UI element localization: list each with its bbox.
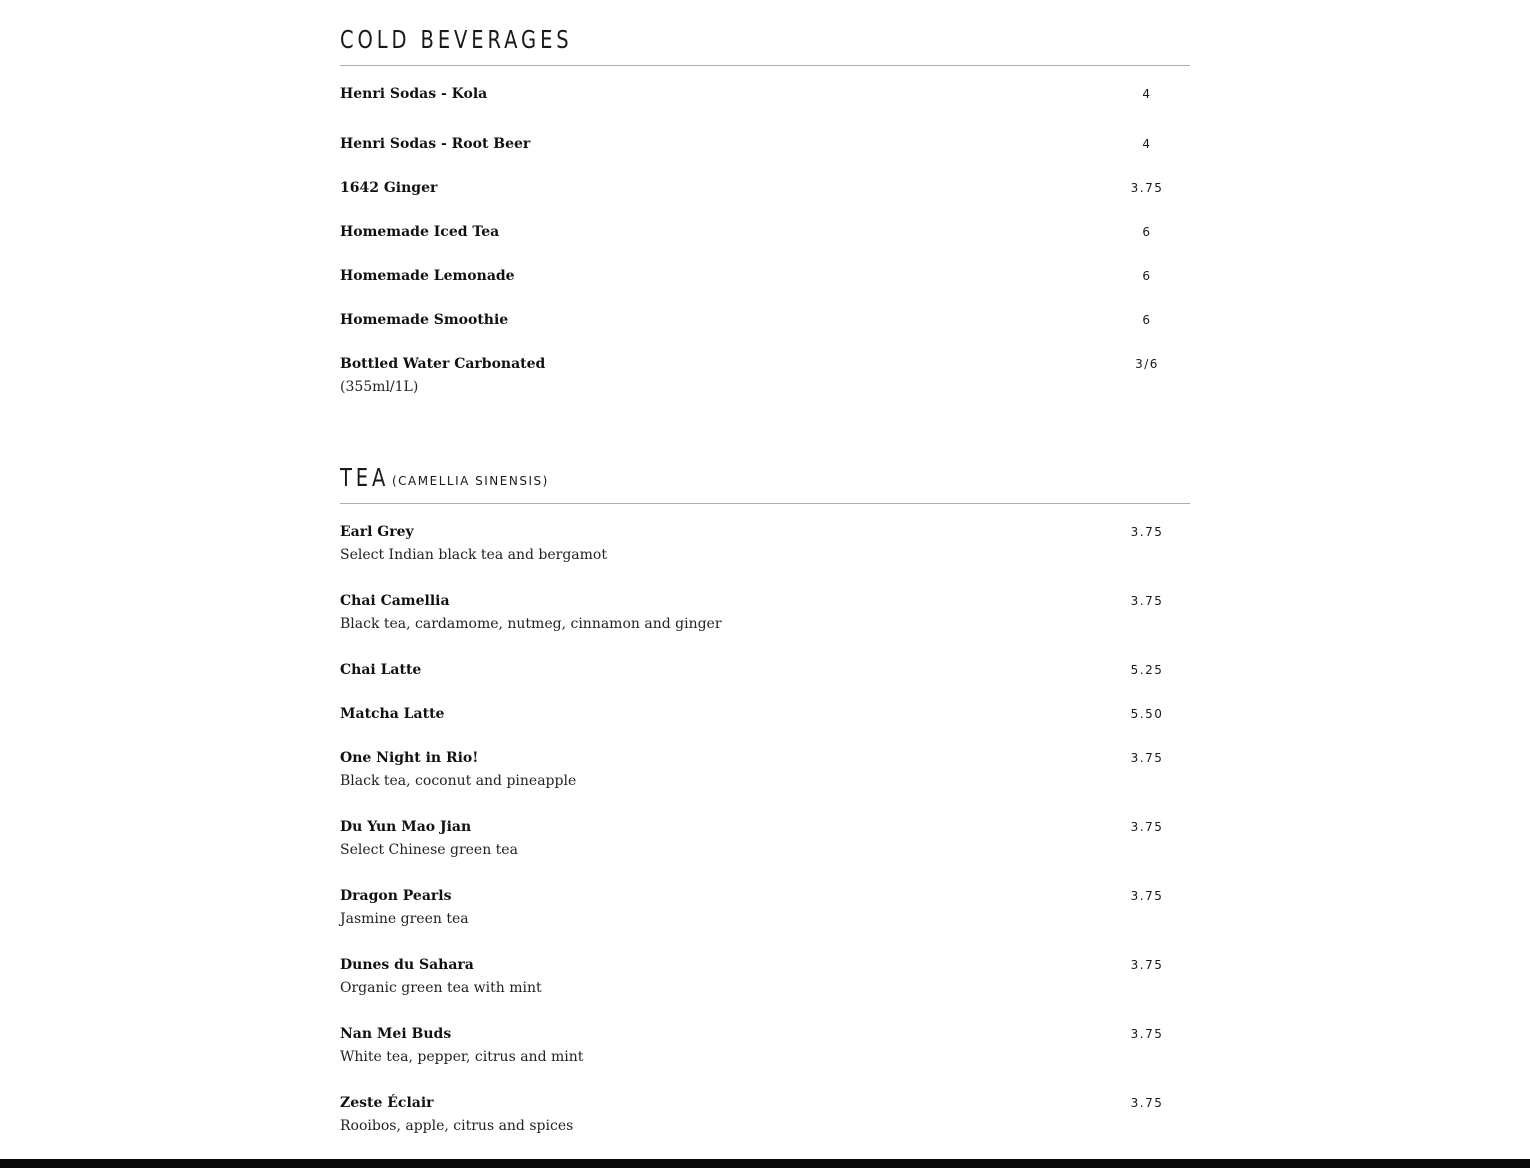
menu-item bbox=[340, 222, 1190, 242]
item-name: Chai Camellia bbox=[340, 593, 450, 609]
item-price: 6 bbox=[1142, 269, 1152, 283]
item-name: Chai Latte bbox=[340, 662, 422, 678]
menu-item bbox=[340, 354, 1190, 397]
item-price: 5.25 bbox=[1130, 663, 1164, 677]
item-price: 4 bbox=[1142, 137, 1152, 151]
item-description: (355ml/1L) bbox=[340, 379, 419, 395]
menu-item bbox=[340, 310, 1190, 330]
item-price: 3/6 bbox=[1135, 357, 1159, 371]
item-name: One Night in Rio! bbox=[340, 750, 479, 766]
tea-heading bbox=[340, 458, 1190, 498]
item-description: Select Indian black tea and bergamot bbox=[340, 547, 607, 563]
item-price: 3.75 bbox=[1130, 594, 1164, 608]
menu-item bbox=[340, 748, 1190, 791]
item-name: 1642 Ginger bbox=[340, 180, 438, 196]
item-description: Rooibos, apple, citrus and spices bbox=[340, 1118, 574, 1134]
tea-divider bbox=[340, 503, 1190, 504]
cold-beverages-title: COLD BEVERAGES bbox=[340, 25, 573, 54]
item-price: 3.75 bbox=[1130, 820, 1164, 834]
item-name: Dragon Pearls bbox=[340, 888, 452, 904]
item-price: 3.75 bbox=[1130, 1027, 1164, 1041]
menu-item bbox=[340, 660, 1190, 680]
menu-item bbox=[340, 266, 1190, 286]
item-name: Bottled Water Carbonated bbox=[340, 356, 546, 372]
item-price: 6 bbox=[1142, 313, 1152, 327]
item-description: Select Chinese green tea bbox=[340, 842, 518, 858]
item-name: Homemade Smoothie bbox=[340, 312, 509, 328]
item-price: 5.50 bbox=[1130, 707, 1164, 721]
item-name: Earl Grey bbox=[340, 524, 414, 540]
item-name: Homemade Lemonade bbox=[340, 268, 515, 284]
item-price: 3.75 bbox=[1130, 525, 1164, 539]
cold-beverages-heading bbox=[340, 20, 1190, 60]
menu-item bbox=[340, 134, 1190, 154]
item-name: Nan Mei Buds bbox=[340, 1026, 452, 1042]
item-price: 3.75 bbox=[1130, 889, 1164, 903]
item-description: White tea, pepper, citrus and mint bbox=[340, 1049, 584, 1065]
menu-item bbox=[340, 84, 1190, 104]
menu-item bbox=[340, 522, 1190, 565]
item-name: Zeste Éclair bbox=[340, 1095, 434, 1111]
item-name: Dunes du Sahara bbox=[340, 957, 474, 973]
tea-title: TEA bbox=[340, 463, 390, 492]
item-name: Du Yun Mao Jian bbox=[340, 819, 472, 835]
menu-item bbox=[340, 817, 1190, 860]
item-name: Henri Sodas - Root Beer bbox=[340, 136, 531, 152]
menu-item bbox=[340, 1024, 1190, 1067]
menu-item bbox=[340, 591, 1190, 634]
cold-beverages-divider bbox=[340, 65, 1190, 66]
item-description: Black tea, cardamome, nutmeg, cinnamon and ginger bbox=[340, 616, 722, 632]
footer-bar bbox=[0, 1159, 1530, 1168]
item-name: Matcha Latte bbox=[340, 706, 445, 722]
item-description: Organic green tea with mint bbox=[340, 980, 542, 996]
menu-item bbox=[340, 886, 1190, 929]
item-description: Black tea, coconut and pineapple bbox=[340, 773, 577, 789]
item-price: 3.75 bbox=[1130, 751, 1164, 765]
item-description: Jasmine green tea bbox=[340, 911, 469, 927]
item-price: 4 bbox=[1142, 87, 1152, 101]
menu-item bbox=[340, 955, 1190, 998]
menu-item bbox=[340, 178, 1190, 198]
tea-subtitle: (CAMELLIA SINENSIS) bbox=[392, 474, 549, 488]
item-name: Henri Sodas - Kola bbox=[340, 86, 488, 102]
item-price: 3.75 bbox=[1130, 1096, 1164, 1110]
menu-item bbox=[340, 1093, 1190, 1136]
item-price: 3.75 bbox=[1130, 958, 1164, 972]
item-price: 3.75 bbox=[1130, 181, 1164, 195]
item-price: 6 bbox=[1142, 225, 1152, 239]
menu-item bbox=[340, 704, 1190, 724]
item-name: Homemade Iced Tea bbox=[340, 224, 500, 240]
